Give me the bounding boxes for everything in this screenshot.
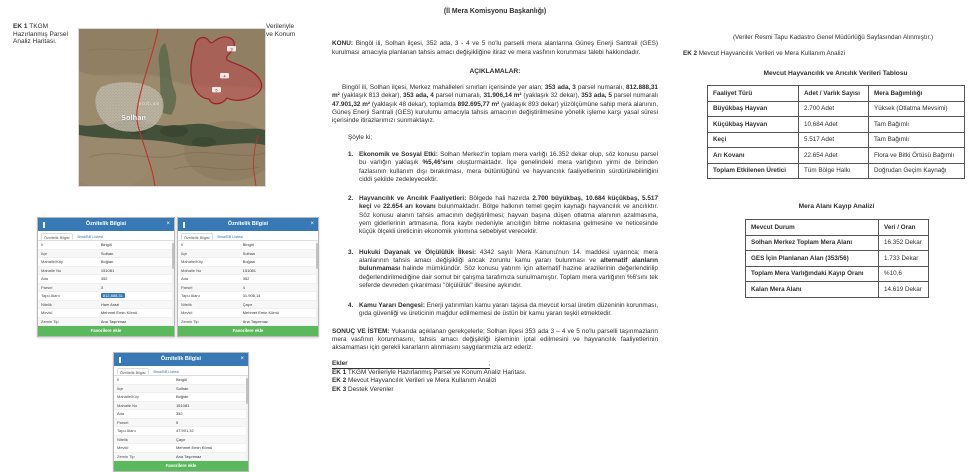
cell-value: 1.733 Dekar: [879, 251, 929, 267]
document-title: (İl Mera Komisyonu Başkanlığı): [443, 8, 547, 15]
attribute-rows: [178, 241, 318, 326]
tab-bina-bb-listesi[interactable]: Bina/BB Listesi: [217, 234, 244, 239]
attribute-row: [114, 376, 248, 385]
table-row: [708, 117, 965, 133]
attribute-label: Parsel: [41, 284, 53, 290]
cell-dependency: Doğrudan Geçim Kaynağı: [869, 163, 965, 179]
cell-value: 14.619 Dekar: [879, 282, 929, 298]
attribute-value: Boğlan: [242, 259, 256, 264]
list-item-text: Kamu Yararı Dengesi: Enerji yatırımları kamu yararı taşısa da mevcut kırsal üretim düzeninin korunması, gıda güvenliği ve üreticinin mağdur edilmemesi de üstün bir kamu yararı teşkil etmektedir.: [359, 302, 658, 318]
attribute-label: Mahalle No: [41, 267, 62, 273]
attribute-label: İl: [41, 242, 43, 247]
list-number: 1.: [348, 150, 354, 158]
attribute-value: Çayır: [242, 301, 253, 307]
attribute-label: Parsel: [117, 419, 129, 425]
add-to-favorites-button[interactable]: Favorilere ekle: [38, 326, 174, 336]
attribute-row: [38, 318, 174, 327]
panel-tabs: [178, 231, 318, 241]
column-header: Mera Bağımlılığı: [869, 86, 965, 102]
attribute-value: 151081: [175, 402, 190, 408]
attribute-row: [114, 444, 248, 453]
ek1-map-caption: [266, 23, 295, 38]
list-item-4: [332, 302, 658, 319]
cell-dependency: Yüksek (Otlatma Mevsimi): [869, 101, 965, 117]
attribute-row: [38, 284, 174, 293]
ek1-label-line3: Analiz Haritası.: [13, 38, 57, 46]
cell-count: 22.654 Adet: [799, 148, 869, 164]
attribute-row: [38, 241, 174, 250]
list-number: 4.: [348, 302, 354, 310]
cell-count: 5.517 Adet: [799, 132, 869, 148]
attribute-label: Mevkii: [41, 310, 53, 315]
attribute-row: [38, 301, 174, 310]
attribute-value: 352: [175, 411, 183, 416]
body-paragraph: Bingöl ili, Solhan ilçesi, Merkez mahalleleri sınırları içerisinde yer alan; 353 ada, 3 parsel numaralı, 812.888,31 m² (yaklaşık 813 dekar), 353 ada, 4 parsel numaralı, 31.906,14 m² (yaklaşık 32 dekar), 353 ada, 5 parsel numaralı 47.901,32 m² (yaklaşık 48 dekar), toplamda 892.695,77 m² (yaklaşık 893 dekar) yüzölçümüne sahip mera alanının, Güneş Enerji Santrali (GES) kurulumu amacıyla tahsis amacının değiştirilmesine yönelik işleme karşı yasal süresi içerisinde itirazlarımızı sunmaktayız.: [332, 84, 659, 125]
table-row: [708, 132, 965, 148]
tab-oznitelik-bilgisi[interactable]: Öznitelik Bilgisi: [41, 233, 73, 241]
attribute-row: [38, 292, 174, 301]
attribute-row: [114, 419, 248, 428]
attribute-row: [114, 385, 248, 394]
attribute-value: Mehmet Emin Kömü: [242, 310, 279, 315]
column-header: Faaliyet Türü: [708, 86, 799, 102]
page-3: [660, 0, 980, 298]
cell-count: 2.700 Adet: [799, 101, 869, 117]
attribute-value: Bingöl: [100, 242, 112, 247]
attribute-value: Ana Taşınmaz: [175, 453, 202, 459]
info-icon: [183, 222, 185, 228]
attribute-label: Tapu Alanı: [117, 428, 136, 433]
table-header-row: [708, 86, 965, 102]
attribute-label: İlçe: [181, 250, 188, 256]
attribute-label: Ada: [181, 276, 189, 281]
svg-text:4: 4: [223, 73, 226, 79]
cell-count: Tüm Bölge Halkı: [799, 163, 869, 179]
column-header: Veri / Oran: [879, 220, 929, 236]
cell-dependency: Tam Bağımlı: [869, 132, 965, 148]
area-label: BOĞLAN: [139, 102, 160, 106]
attribute-value: 151081: [100, 267, 115, 273]
ek2-heading: EK 2 Mevcut Hayvancılık Verileri ve Mera Kullanım Analizi: [683, 50, 846, 57]
attribute-row: [178, 284, 318, 293]
attribute-value: 151081: [242, 267, 257, 273]
ekler-heading: [332, 360, 490, 369]
attribute-value: Çayır: [175, 436, 186, 442]
attribute-value: 352: [242, 276, 250, 281]
cell-status: GES İçin Planlanan Alan (353/56): [746, 251, 879, 267]
panel-header: [38, 218, 174, 231]
cell-status: Toplam Mera Varlığındaki Kayıp Oranı: [746, 266, 879, 282]
panel-header: [114, 353, 248, 366]
attribute-row: [114, 427, 248, 436]
attribute-row: [178, 301, 318, 310]
scrollbar[interactable]: [172, 241, 175, 326]
attribute-value: Solhan: [175, 385, 189, 391]
panel-tabs: [114, 366, 248, 376]
attribute-value: Solhan: [100, 250, 114, 256]
table-row: [746, 266, 929, 282]
attribute-panel-1: [37, 217, 175, 337]
close-icon[interactable]: ×: [310, 221, 314, 227]
cell-value: %10,6: [879, 266, 929, 282]
attribute-value: Bingöl: [242, 242, 254, 247]
town-label: Solhan: [121, 113, 147, 122]
attribute-label: Ada: [117, 411, 125, 416]
ekler-item-1: EK 1 TKGM Verileriyle Hazırlanmış Parsel ve Konum Analiz Haritası.: [332, 368, 527, 376]
close-icon[interactable]: ×: [240, 356, 244, 362]
satellite-map: [78, 28, 266, 187]
attribute-rows: [114, 376, 248, 461]
parcel-label: [227, 46, 236, 51]
list-item-text: Ekonomik ve Sosyal Etki: Solhan Merkez'in toplam mera varlığı 16.352 dekar olup, söz konusu parsel bu varlığın yaklaşık %5,46'sını oluşturmaktadır. İlçe genelindeki mera varlığının yirmi de birinden fazlasının kullanım dışı bırakılması, mera bütünlüğünü ve hayvancılık faaliyetlerinin sürdürülebilirliğini ciddi şekilde zedeleyecektir.: [359, 150, 658, 183]
cell-activity: Keçi: [708, 132, 799, 148]
attribute-label: Mahalle/Köy: [117, 394, 140, 399]
attribute-label: İlçe: [41, 250, 48, 256]
attribute-row: [38, 267, 174, 276]
ek1-label-line1: EK 1 TKGM: [13, 23, 49, 30]
attribute-row: [178, 309, 318, 318]
tab-bina-bb-listesi[interactable]: Bina/BB Listesi: [77, 234, 104, 239]
table-row: [746, 235, 929, 251]
table-row: [708, 163, 965, 179]
attribute-row: [178, 318, 318, 327]
attribute-row: [114, 393, 248, 402]
ek1-label-line2: Hazırlanmış Parsel: [13, 30, 68, 38]
ekler-label: Ekler: [332, 359, 348, 367]
info-icon: [43, 222, 45, 228]
attribute-label: Nitelik: [41, 301, 52, 307]
attribute-label: Mahalle No: [117, 402, 138, 408]
livestock-table: [707, 85, 965, 179]
ek1-caption-line1: Verileriyle: [266, 23, 295, 30]
cell-activity: Büyükbaş Hayvan: [708, 101, 799, 117]
attribute-label: Tapu Alanı: [41, 293, 60, 298]
list-item-3: [332, 249, 658, 290]
table-row: [746, 282, 929, 298]
attribute-value: 3: [100, 284, 104, 290]
ek1-map-label: [13, 23, 68, 46]
attribute-value: 352: [100, 276, 108, 281]
cell-activity: Toplam Etkilenen Üretici: [708, 163, 799, 179]
aciklamalar-heading: AÇIKLAMALAR:: [469, 67, 521, 75]
attribute-label: Mevkii: [117, 445, 129, 450]
attribute-label: Mevkii: [181, 310, 193, 315]
svg-text:3: 3: [230, 46, 233, 52]
attribute-label: Ada: [41, 276, 49, 281]
tab-oznitelik-bilgisi[interactable]: Öznitelik Bilgisi: [117, 368, 149, 376]
konu-paragraph: KONU: Bingöl ili, Solhan ilçesi, 352 ada, 3 - 4 ve 5 no'lu parselli mera alanlarına Güneş Enerji Santrali (GES) kurulması amacıyla planlanan tahsis amacı değişikliğine itiraz ve mera vasfının korunması talebi hakkındadır.: [332, 40, 658, 56]
page-2: [332, 8, 658, 394]
cell-status: Kalan Mera Alanı: [746, 282, 879, 298]
ekler-item-3: EK 3 Destek Verenler: [332, 385, 394, 393]
add-to-favorites-button[interactable]: Favorilere ekle: [178, 326, 318, 336]
attribute-label: Zemin Tip: [41, 318, 59, 324]
cell-activity: Arı Kovanı: [708, 148, 799, 164]
attribute-row: [114, 410, 248, 419]
attribute-label: Parsel: [181, 284, 193, 290]
cell-dependency: Flora ve Bitki Örtüsü Bağımlı: [869, 148, 965, 164]
list-item-2: [332, 195, 658, 236]
sonuc-paragraph: SONUÇ VE İSTEM: Yukarıda açıklanan gerekçelerle; Solhan ilçesi 353 ada 3 – 4 ve 5 no'lu parselli taşınmazların mera vasfının korunmasını, tahsis amacı değişikliği işleminin iptal edilmesini ve hayvancılık faaliyetlerinin aksamaması için gerekli kararların alınmasını saygılarımızla arz ederiz.: [332, 327, 658, 352]
attribute-label: Tapu Alanı: [181, 293, 200, 298]
attribute-value: Mehmet Emin Kömü: [175, 445, 213, 450]
table-header-row: [746, 220, 929, 236]
attribute-panel-2: [177, 217, 319, 337]
attribute-value: Boğlan: [175, 394, 189, 399]
tab-bina-bb-listesi[interactable]: Bina/BB Listesi: [153, 369, 180, 374]
panel-tabs: [38, 231, 174, 241]
attribute-rows: [38, 241, 174, 326]
loss-table: [745, 219, 929, 298]
attribute-value: 812.888,31: [102, 293, 123, 298]
attribute-label: İlçe: [117, 385, 124, 391]
livestock-table-title: Mevcut Hayvancılık ve Arıcılık Verileri Tablosu: [763, 70, 908, 77]
list-number: 3.: [348, 248, 354, 256]
column-header: Mevcut Durum: [746, 220, 879, 236]
attribute-label: Mahalle/Köy: [41, 259, 64, 264]
table-row: [708, 101, 965, 117]
parcel-label: [220, 73, 229, 78]
attribute-value: Ham Arazi: [100, 301, 120, 307]
soyle-ki-line: Şöyle ki;: [348, 133, 373, 141]
attribute-row: [38, 275, 174, 284]
attribute-value: Bingöl: [175, 377, 188, 382]
list-item-text: Hayvancılık ve Arıcılık Faaliyetleri: Bölgede hali hazırda 2.700 büyükbaş, 10.684 küçükbaş, 5.517 keçi ve 22.654 arı kovanı bulunmaktadır. Bölge halkının temel geçim kaynağı hayvancılık ve arıcılıktır. Söz konusu alanın tahsis amacının değiştirilmesi; hayvan başına düşen otlatma alanının azalmasına, yem giderlerinin artmasına, flora kaybı nedeniyle arıcılığın bitme noktasına gelmesine ve neticesinde küçük ölçekli üreticinin ekonomik yıkımına sebebiyet verecektir.: [359, 195, 658, 236]
attribute-label: Zemin Tip: [117, 453, 135, 459]
ekler-semicolon: ;: [488, 359, 490, 367]
loss-table-title: Mera Alanı Kayıp Analizi: [798, 203, 875, 210]
attribute-value: Solhan: [242, 250, 256, 256]
attribute-label: Mahalle No: [181, 267, 202, 273]
panel-title: Öznitelik Bilgisi: [160, 356, 202, 362]
tab-oznitelik-bilgisi[interactable]: Öznitelik Bilgisi: [181, 233, 213, 241]
parcel-label: [212, 87, 221, 92]
attribute-label: Zemin Tip: [181, 318, 199, 324]
attribute-row: [38, 250, 174, 259]
panel-title: Öznitelik Bilgisi: [85, 221, 127, 227]
attribute-label: Nitelik: [181, 301, 192, 307]
panel-title: Öznitelik Bilgisi: [227, 221, 269, 227]
add-to-favorites-button[interactable]: Favorilere ekle: [114, 461, 248, 471]
attribute-label: İl: [117, 377, 119, 382]
attribute-row: [178, 241, 318, 250]
attribute-panel-3: [113, 352, 249, 472]
list-item-text: Hukuki Dayanak ve Ölçülülük İlkesi: 4342 sayılı Mera Kanunu'nun 14. maddesi uyarınca; mera alanlarının tahsis amacı değişikliği ancak zorunlu kamu yararı bulunması ve alternatif alanların bulunmaması halinde mümkündür. Söz konusu yatırım için alternatif hazine arazilerinin değerlendirilip değerlendirilmediğine dair somut bir çalışma tarafımıza sunulmamıştır. Toplam mera varlığının %6'sını tek seferde devreden çıkarılması "ölçülülük" ilkesine aykırıdır.: [359, 248, 658, 289]
svg-text:5: 5: [215, 87, 218, 93]
attribute-label: İl: [181, 242, 183, 247]
cell-value: 16.352 Dekar: [879, 235, 929, 251]
attribute-value: 31.906,14: [242, 293, 261, 298]
attribute-value: Mehmet Emin Kömü: [100, 310, 138, 315]
column-header: Adet / Varlık Sayısı: [799, 86, 869, 102]
attribute-label: Nitelik: [117, 436, 128, 442]
attribute-value: 4: [242, 284, 245, 290]
ekler-section: [332, 360, 658, 394]
ek1-caption-line2: ve Konum: [266, 30, 296, 38]
attribute-row: [178, 275, 318, 284]
satellite-map-image: [79, 29, 265, 186]
source-note: (Veriler Resmi Tapu Kadastro Genel Müdürlüğü Sayfasından Alınmıştır.): [732, 34, 934, 41]
attribute-row: [114, 453, 248, 462]
attribute-row: [114, 402, 248, 411]
scrollbar[interactable]: [316, 241, 319, 326]
attribute-row: [178, 267, 318, 276]
cell-activity: Küçükbaş Hayvan: [708, 117, 799, 133]
attribute-row: [178, 292, 318, 301]
table-row: [708, 148, 965, 164]
attribute-value: 47.901,32: [175, 428, 194, 433]
cell-dependency: Tam Bağımlı: [869, 117, 965, 133]
panel-header: [178, 218, 318, 231]
attribute-row: [38, 309, 174, 318]
cell-status: Solhan Merkez Toplam Mera Alanı: [746, 235, 879, 251]
attribute-row: [178, 250, 318, 259]
list-item-1: [332, 151, 658, 184]
attribute-value: 5: [175, 419, 179, 425]
scrollbar[interactable]: [246, 376, 249, 461]
attribute-row: [178, 258, 318, 267]
attribute-label: Mahalle/Köy: [181, 259, 204, 264]
table-row: [746, 251, 929, 267]
close-icon[interactable]: ×: [166, 221, 170, 227]
info-icon: [119, 357, 121, 363]
attribute-value: Ana Taşınmaz: [100, 318, 127, 324]
attribute-value: Boğlan: [100, 259, 114, 264]
attribute-value: Ana Taşınmaz: [242, 318, 268, 324]
attribute-row: [38, 258, 174, 267]
list-number: 2.: [348, 195, 354, 203]
cell-count: 10.684 Adet: [799, 117, 869, 133]
ekler-item-2: EK 2 Mevcut Hayvancılık Verileri ve Mera Kullanım Analizi: [332, 377, 497, 385]
